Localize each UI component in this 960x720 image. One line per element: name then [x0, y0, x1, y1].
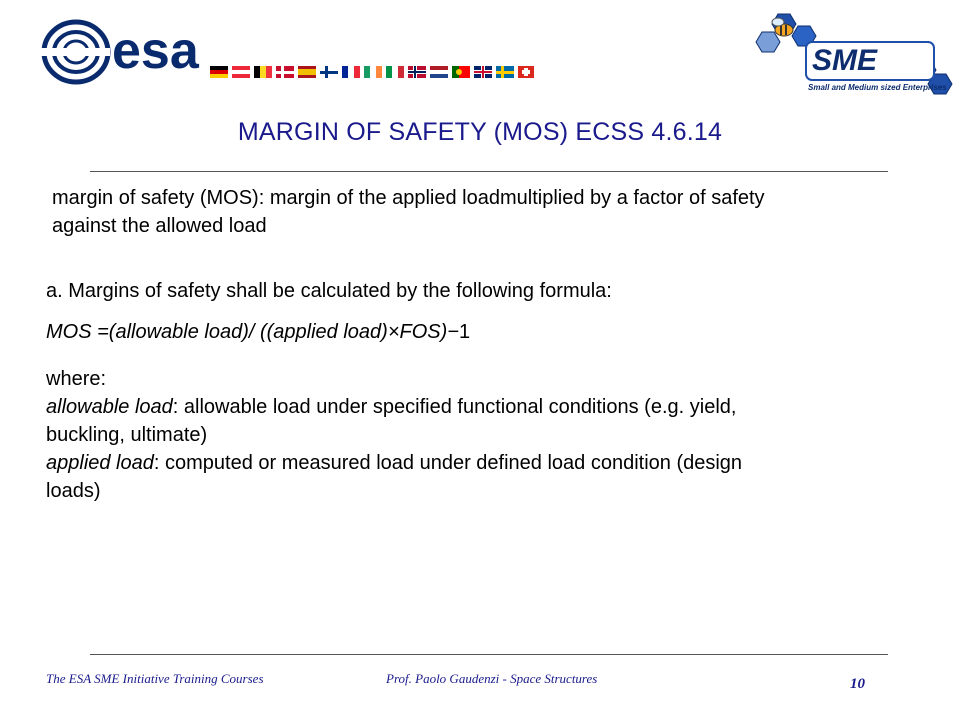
sme-logo [748, 4, 954, 100]
page-number: 10 [850, 676, 865, 692]
slide-title: MARGIN OF SAFETY (MOS) ECSS 4.6.14 [237, 118, 723, 146]
applied-load-desc-cont: loads) [46, 480, 101, 502]
applied-load-term: applied load [46, 452, 154, 474]
definition-paragraph [52, 184, 918, 240]
allowable-load-term: allowable load [46, 396, 173, 418]
esa-globe-icon [40, 22, 110, 82]
formula-main: MOS =(allowable load)/ ((applied load)×FOS)− [46, 321, 459, 343]
allowable-load-definition [46, 393, 918, 421]
title-divider [90, 171, 888, 172]
formula-line [46, 318, 918, 346]
member-flags-strip [210, 66, 534, 78]
requirement-text: a. Margins of safety shall be calculated by the following formula: [46, 280, 612, 302]
sme-logo-text: SME [812, 44, 878, 77]
footer-course: The ESA SME Initiative Training Courses [46, 671, 264, 686]
footer-divider [90, 654, 888, 655]
allowable-load-desc-cont: buckling, ultimate) [46, 424, 208, 446]
esa-logo-text: esa [112, 22, 199, 80]
definition-line: against the allowed load [52, 215, 267, 237]
where-label: where: [46, 368, 107, 390]
formula-constant: 1 [458, 321, 471, 343]
esa-logo [40, 18, 560, 90]
applied-load-desc: : computed or measured load under defined load condition (design [153, 452, 743, 474]
sme-logo-subtitle: Small and Medium sized Enterprises [808, 83, 947, 92]
applied-load-definition [46, 449, 918, 477]
definition-line: margin of safety (MOS): margin of the applied loadmultiplied by a factor of safety [52, 187, 765, 209]
allowable-load-desc: : allowable load under specified functional conditions (e.g. yield, [172, 396, 737, 418]
footer-author: Prof. Paolo Gaudenzi - Space Structures [386, 671, 598, 686]
where-definitions [46, 365, 918, 505]
